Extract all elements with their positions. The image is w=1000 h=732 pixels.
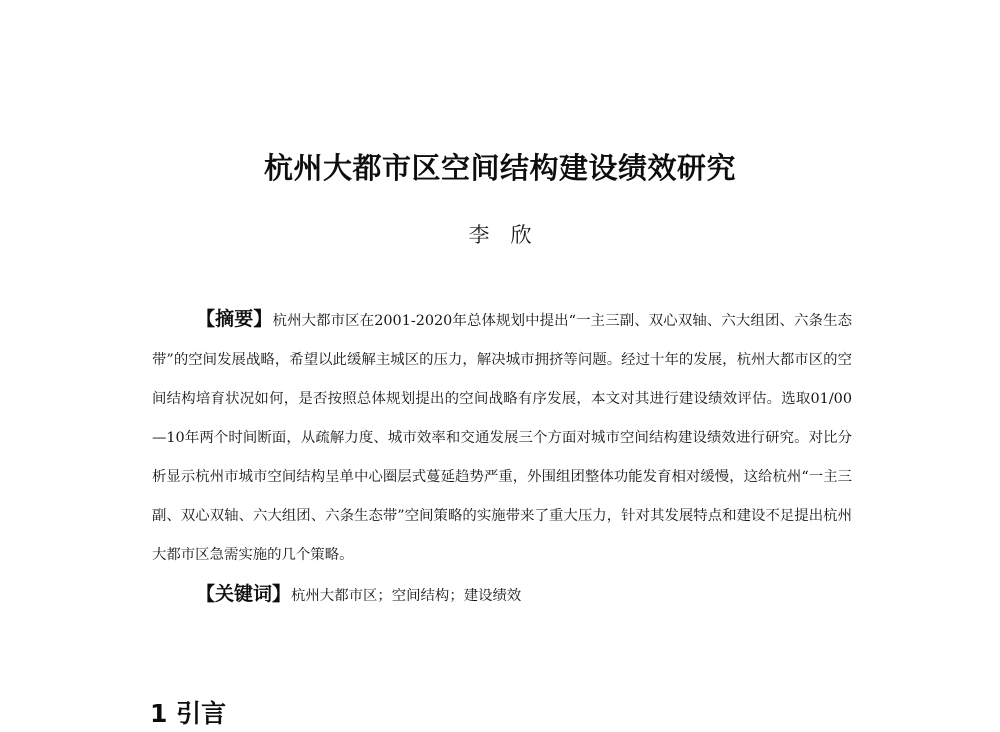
paper-title: 杭州大都市区空间结构建设绩效研究 [263, 151, 736, 185]
keywords-paragraph [196, 576, 852, 614]
section-heading-introduction: 1 引言 [150, 699, 227, 728]
abstract-paragraph [152, 300, 852, 575]
author-name: 李 欣 [468, 223, 532, 247]
abstract-text: 杭州大都市区在2001-2020年总体规划中提出“一主三副、双心双轴、六大组团、六条生态带”的空间发展战略，希望以此缓解主城区的压力，解决城市拥挤等问题。经过十年的发展，杭州大都市区的空间结构培育状况如何，是否按照总体规划提出的空间战略有序发展，本文对其进行建设绩效评估。选取01/00—10年两个时间断面，从疏解力度、城市效率和交通发展三个方面对城市空间结构建设绩效进行研究。对比分析显示杭州市城市空间结构呈单中心圈层式蔓延趋势严重，外围组团整体功能发育相对缓慢，这给杭州“一主三副、双心双轴、六大组团、六条生态带”空间策略的实施带来了重大压力，针对其发展特点和建设不足提出杭州大都市区急需实施的几个策略。 [152, 313, 852, 563]
abstract-label: 【摘要】 [196, 308, 273, 330]
keywords-label: 【关键词】 [196, 583, 292, 605]
keywords-text: 杭州大都市区；空间结构；建设绩效 [291, 588, 522, 604]
